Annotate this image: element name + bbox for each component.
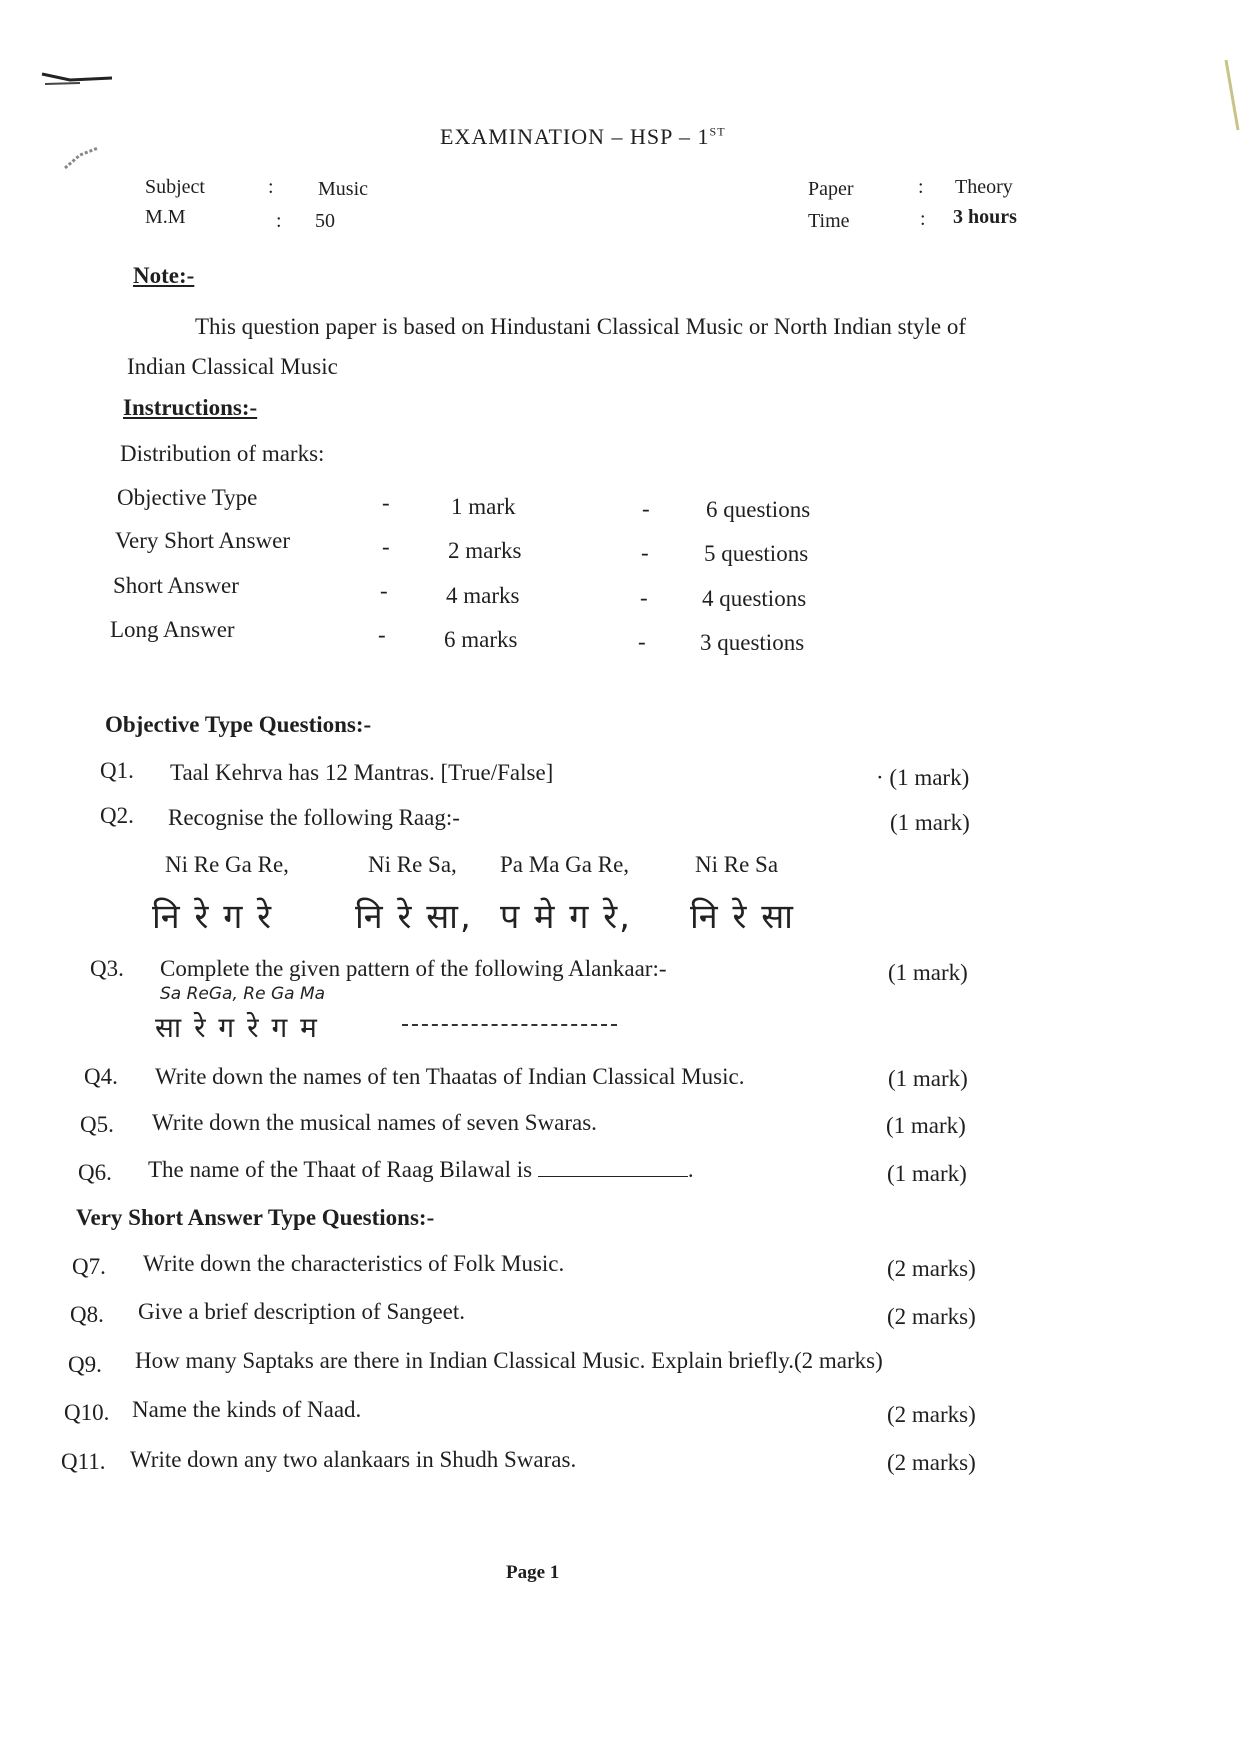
- dist-row-marks: 6 marks: [444, 627, 518, 652]
- dist-row-type: Short Answer: [113, 573, 239, 598]
- pen-stroke-mark: [40, 70, 115, 88]
- q5-marks: (1 mark): [886, 1113, 966, 1138]
- q8-text: Give a brief description of Sangeet.: [138, 1299, 465, 1324]
- q11-text: Write down any two alankaars in Shudh Swaras.: [130, 1447, 577, 1472]
- page-number: Page 1: [506, 1562, 560, 1583]
- q7-number: Q7.: [72, 1254, 106, 1279]
- q11-marks: (2 marks): [887, 1450, 976, 1475]
- q1-marks: · (1 mark): [876, 765, 970, 790]
- q2-hindi-2: नि रे सा,: [355, 897, 473, 937]
- q2-notes-2: Ni Re Sa,: [368, 852, 457, 877]
- q1-text: Taal Kehrva has 12 Mantras. [True/False]: [170, 760, 554, 785]
- time-value: 3 hours: [953, 206, 1017, 228]
- dist-row-marks: 2 marks: [448, 538, 522, 563]
- mm-label: M.M: [145, 206, 186, 228]
- page-edge-shadow: [1222, 60, 1240, 140]
- q5-text: Write down the musical names of seven Swaras.: [152, 1110, 597, 1135]
- q2-notes-1: Ni Re Ga Re,: [165, 852, 289, 877]
- exam-title-text: EXAMINATION – HSP – 1: [440, 124, 710, 149]
- mm-colon: :: [276, 210, 282, 232]
- q10-number: Q10.: [64, 1400, 110, 1425]
- q6-marks: (1 mark): [887, 1161, 967, 1186]
- distribution-label: Distribution of marks:: [120, 441, 325, 466]
- dist-row-dash2: -: [642, 496, 650, 521]
- q6-answer-blank[interactable]: [538, 1158, 688, 1177]
- time-label: Time: [808, 210, 850, 232]
- q2-marks: (1 mark): [890, 810, 970, 835]
- q2-notes-4: Ni Re Sa: [695, 852, 779, 877]
- dist-row-dash: -: [382, 490, 390, 515]
- q3-number: Q3.: [90, 956, 124, 981]
- q7-text: Write down the characteristics of Folk Music.: [143, 1251, 565, 1276]
- mm-value: 50: [315, 210, 335, 232]
- very-short-heading: Very Short Answer Type Questions:-: [76, 1205, 435, 1230]
- q9-text: How many Saptaks are there in Indian Classical Music. Explain briefly.(2 marks): [135, 1348, 883, 1373]
- objective-heading: Objective Type Questions:-: [105, 712, 372, 737]
- instructions-heading: Instructions:-: [123, 395, 258, 420]
- q4-number: Q4.: [84, 1064, 118, 1089]
- q2-hindi-4: नि रे सा: [690, 897, 795, 937]
- dist-row-questions: 6 questions: [706, 497, 811, 522]
- q5-number: Q5.: [80, 1112, 114, 1137]
- note-heading: Note:-: [133, 263, 195, 288]
- q4-text: Write down the names of ten Thaatas of Indian Classical Music.: [155, 1064, 745, 1089]
- dist-row-type: Objective Type: [117, 485, 258, 510]
- q3-marks: (1 mark): [888, 960, 968, 985]
- q9-number: Q9.: [68, 1352, 102, 1377]
- dist-row-dash: -: [382, 534, 390, 559]
- q7-marks: (2 marks): [887, 1256, 976, 1281]
- dist-row-marks: 1 mark: [451, 494, 516, 519]
- q11-number: Q11.: [61, 1449, 106, 1474]
- subject-value: Music: [318, 178, 368, 200]
- q2-hindi-3: प मे ग रे,: [500, 897, 632, 937]
- q2-hindi-1: नि रे ग रे: [152, 897, 274, 937]
- dist-row-questions: 5 questions: [704, 541, 809, 566]
- dist-row-type: Very Short Answer: [115, 528, 291, 553]
- q1-number: Q1.: [100, 758, 134, 783]
- q8-number: Q8.: [70, 1302, 104, 1327]
- dist-row-type: Long Answer: [110, 617, 235, 642]
- scan-speck-mark: [60, 140, 105, 175]
- dist-row-dash2: -: [640, 585, 648, 610]
- paper-label: Paper: [808, 178, 854, 200]
- q2-notes-3: Pa Ma Ga Re,: [500, 852, 630, 877]
- dist-row-dash2: -: [638, 629, 646, 654]
- q8-marks: (2 marks): [887, 1304, 976, 1329]
- note-line-2: Indian Classical Music: [127, 354, 338, 379]
- dist-row-questions: 3 questions: [700, 630, 805, 655]
- q6-text-after: .: [687, 1157, 694, 1182]
- q10-marks: (2 marks): [887, 1402, 976, 1427]
- q2-text: Recognise the following Raag:-: [168, 805, 460, 830]
- paper-value: Theory: [955, 176, 1013, 198]
- dist-row-dash2: -: [641, 540, 649, 565]
- q6-text: [148, 1157, 694, 1183]
- paper-colon: :: [918, 176, 924, 198]
- q10-text: Name the kinds of Naad.: [132, 1397, 362, 1422]
- exam-title-sup: ST: [709, 124, 726, 139]
- subject-colon: :: [268, 176, 274, 198]
- exam-title: [440, 124, 726, 150]
- time-colon: :: [920, 208, 926, 230]
- note-line-1: This question paper is based on Hindustani Classical Music or North Indian style of: [195, 314, 967, 339]
- q3-text: Complete the given pattern of the following Alankaar:-: [160, 956, 667, 981]
- dist-row-dash: -: [380, 578, 388, 603]
- q6-text-before: The name of the Thaat of Raag Bilawal is: [148, 1157, 533, 1182]
- q6-number: Q6.: [78, 1160, 112, 1185]
- q3-hindi-pattern: सा रे ग रे ग म: [155, 1011, 319, 1044]
- dist-row-dash: -: [378, 622, 386, 647]
- q3-fill-line: [402, 1022, 617, 1026]
- dist-row-questions: 4 questions: [702, 586, 807, 611]
- dist-row-marks: 4 marks: [446, 583, 520, 608]
- q3-roman-pattern: Sa ReGa, Re Ga Ma: [160, 984, 326, 1004]
- q4-marks: (1 mark): [888, 1066, 968, 1091]
- q2-number: Q2.: [100, 803, 134, 828]
- subject-label: Subject: [145, 176, 205, 198]
